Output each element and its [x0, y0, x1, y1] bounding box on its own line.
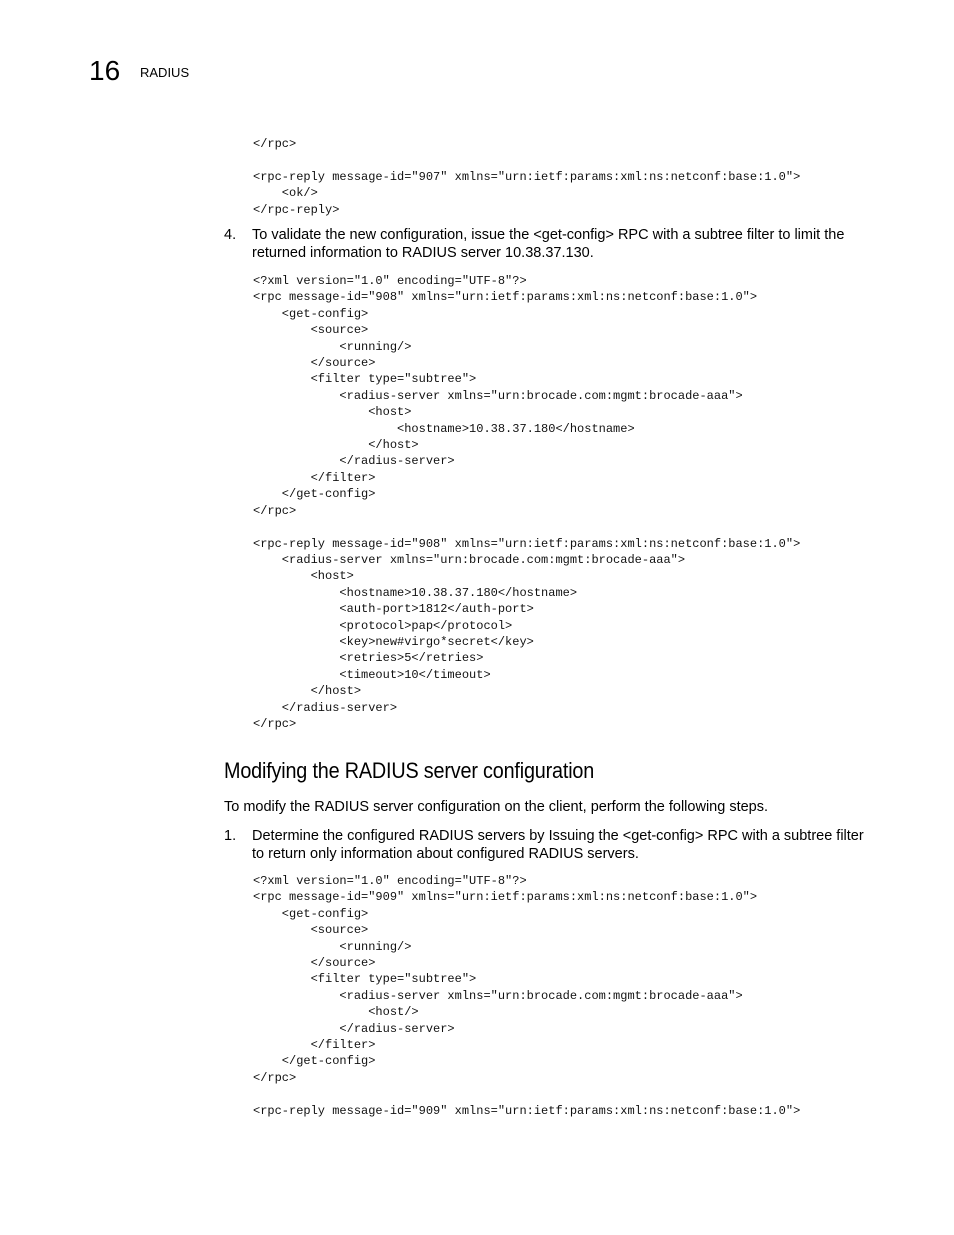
- code-block-get-config-909: <?xml version="1.0" encoding="UTF-8"?> <rpc message-id="909" xmlns="urn:ietf:params:xml:ns:netconf:base:1.0"> <get-config> <source> <running/> </source> <filter type="subtree"> <radius-server xmlns="urn:brocade.com:mgmt:brocade-aaa"> <host/> </radius-server> </filter> </get-config> </rpc> <rpc-reply message-id="909" xmlns="urn:ietf:params:xml:ns:netconf:base:1.0">: [253, 874, 801, 1118]
- step-1: [224, 827, 874, 863]
- step-number: 1.: [224, 828, 237, 844]
- intro-paragraph: To modify the RADIUS server configuration on the client, perform the following steps.: [224, 799, 769, 815]
- code-block-rpc-reply-907: </rpc> <rpc-reply message-id="907" xmlns="urn:ietf:params:xml:ns:netconf:base:1.0"> <ok/> </rpc-reply>: [253, 137, 801, 217]
- step-number: 4.: [224, 227, 237, 243]
- code-block-get-config-908: <?xml version="1.0" encoding="UTF-8"?> <rpc message-id="908" xmlns="urn:ietf:params:xml:ns:netconf:base:1.0"> <get-config> <source> <running/> </source> <filter type="subtree"> <radius-server xmlns="urn:brocade.com:mgmt:brocade-aaa"> <host> <hostname>10.38.37.180</hostname> </host> </radius-server> </filter> </get-config> </rpc> <rpc-reply message-id="908" xmlns="urn:ietf:params:xml:ns:netconf:base:1.0"> <radius-server xmlns="urn:brocade.com:mgmt:brocade-aaa"> <host> <hostname>10.38.37.180</hostname> <auth-port>1812</auth-port> <protocol>pap</protocol> <key>new#virgo*secret</key> <retries>5</retries> <timeout>10</timeout> </host> </radius-server> </rpc>: [253, 274, 801, 731]
- chapter-number: 16: [89, 55, 121, 86]
- chapter-title: RADIUS: [140, 65, 190, 80]
- step-text: To validate the new configuration, issue the <get-config> RPC with a subtree filter to limit the returned information to RADIUS server 10.38.37.130.: [252, 227, 845, 261]
- section-heading: Modifying the RADIUS server configuration: [224, 758, 595, 783]
- step-4: [224, 226, 874, 262]
- step-text: Determine the configured RADIUS servers by Issuing the <get-config> RPC with a subtree filter to return only information about configured RADIUS servers.: [252, 828, 864, 862]
